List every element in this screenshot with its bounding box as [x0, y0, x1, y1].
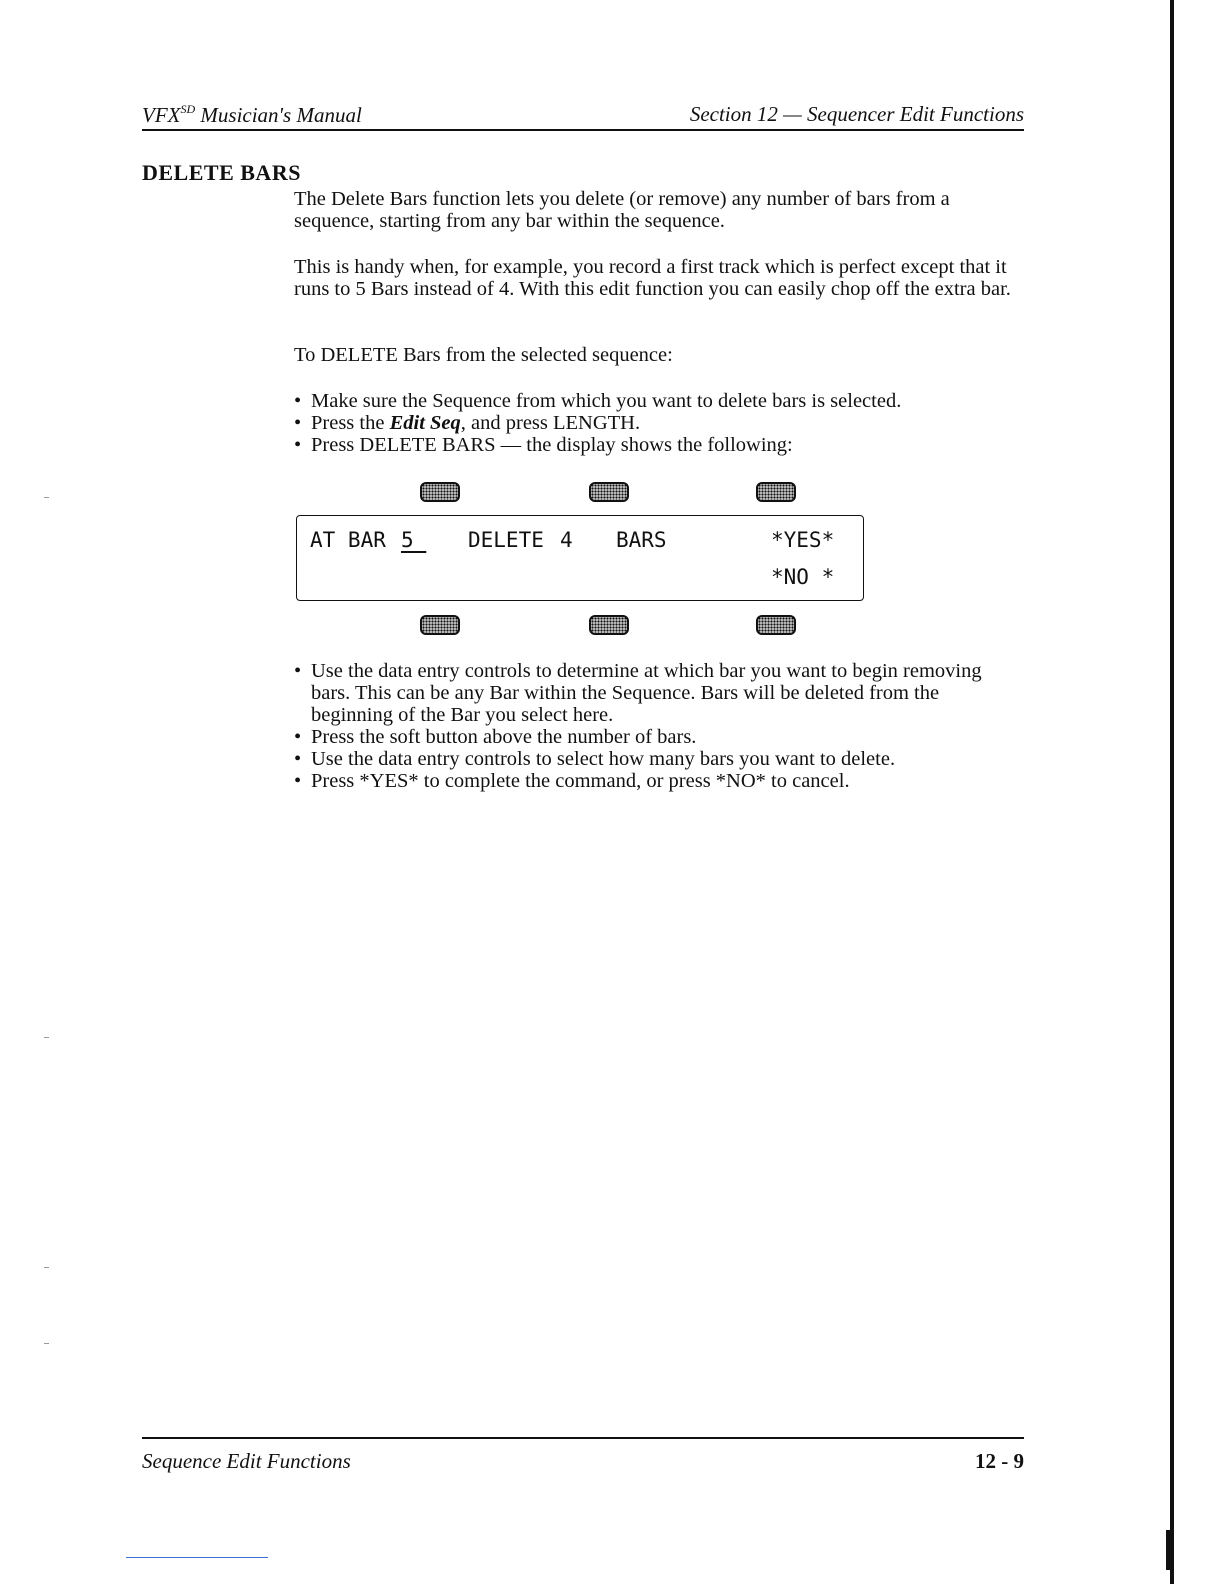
margin-mark [44, 1037, 49, 1038]
intro-paragraph-1: The Delete Bars function lets you delete (or remove) any number of bars from a sequence, starting from any bar within the sequence. [294, 188, 950, 232]
soft-button-top-left[interactable] [420, 482, 460, 502]
soft-button-bottom-center[interactable] [589, 615, 629, 635]
lcd-display [296, 515, 864, 601]
list-item: • Press the soft button above the number of bars. [294, 726, 697, 748]
yes-option: *YES* [771, 528, 835, 552]
list-item: • Press *YES* to complete the command, or press *NO* to cancel. [294, 770, 850, 792]
scan-edge [1170, 0, 1174, 1584]
soft-button-top-right[interactable] [756, 482, 796, 502]
header-rule [142, 129, 1024, 131]
steps-list-after [294, 660, 1024, 792]
section-title: DELETE BARS [142, 160, 301, 185]
section-label: Section 12 — Sequencer Edit Functions [689, 102, 1024, 126]
page-number: 12 - 9 [975, 1449, 1024, 1473]
list-item: • Use the data entry controls to determine at which bar you want to begin removing bars. This can be any Bar within the Sequence. Bars will be deleted from the beginning of the Bar you select here. [294, 660, 982, 726]
no-option: *NO * [771, 565, 835, 589]
soft-button-bottom-right[interactable] [756, 615, 796, 635]
list-item: • Make sure the Sequence from which you want to delete bars is selected. [294, 390, 902, 412]
manual-title: $VFX^{SD}$ Musician's Manual [142, 102, 362, 127]
scan-edge-mark [1166, 1530, 1172, 1570]
list-item: • Use the data entry controls to select how many bars you want to delete. [294, 748, 896, 770]
intro-paragraph-2: This is handy when, for example, you record a first track which is perfect except that it runs to 5 Bars instead of 4. With this edit function you can easily chop off the extra bar. [294, 256, 1011, 300]
bar-value: 5 [401, 528, 427, 552]
at-bar-label: AT BAR [310, 528, 386, 552]
scan-underline-artifact [126, 1557, 268, 1558]
footer-rule [142, 1437, 1024, 1439]
intro-paragraph-3: To DELETE Bars from the selected sequence: [294, 344, 673, 366]
margin-mark [44, 1267, 49, 1268]
soft-button-bottom-left[interactable] [420, 615, 460, 635]
bars-label: BARS [616, 528, 667, 552]
edit-seq-button-name: Edit Seq [389, 412, 461, 434]
margin-mark [44, 1343, 49, 1344]
list-item: • Press the Edit Seq, and press LENGTH. [294, 412, 641, 434]
footer-title: Sequence Edit Functions [142, 1449, 351, 1473]
list-item: • Press DELETE BARS — the display shows the following: [294, 434, 793, 456]
running-header [142, 102, 1024, 130]
steps-list-before [294, 390, 1024, 456]
soft-button-top-center[interactable] [589, 482, 629, 502]
delete-label: DELETE [468, 528, 544, 552]
delete-count: 4 [560, 528, 573, 552]
margin-mark [44, 497, 49, 498]
